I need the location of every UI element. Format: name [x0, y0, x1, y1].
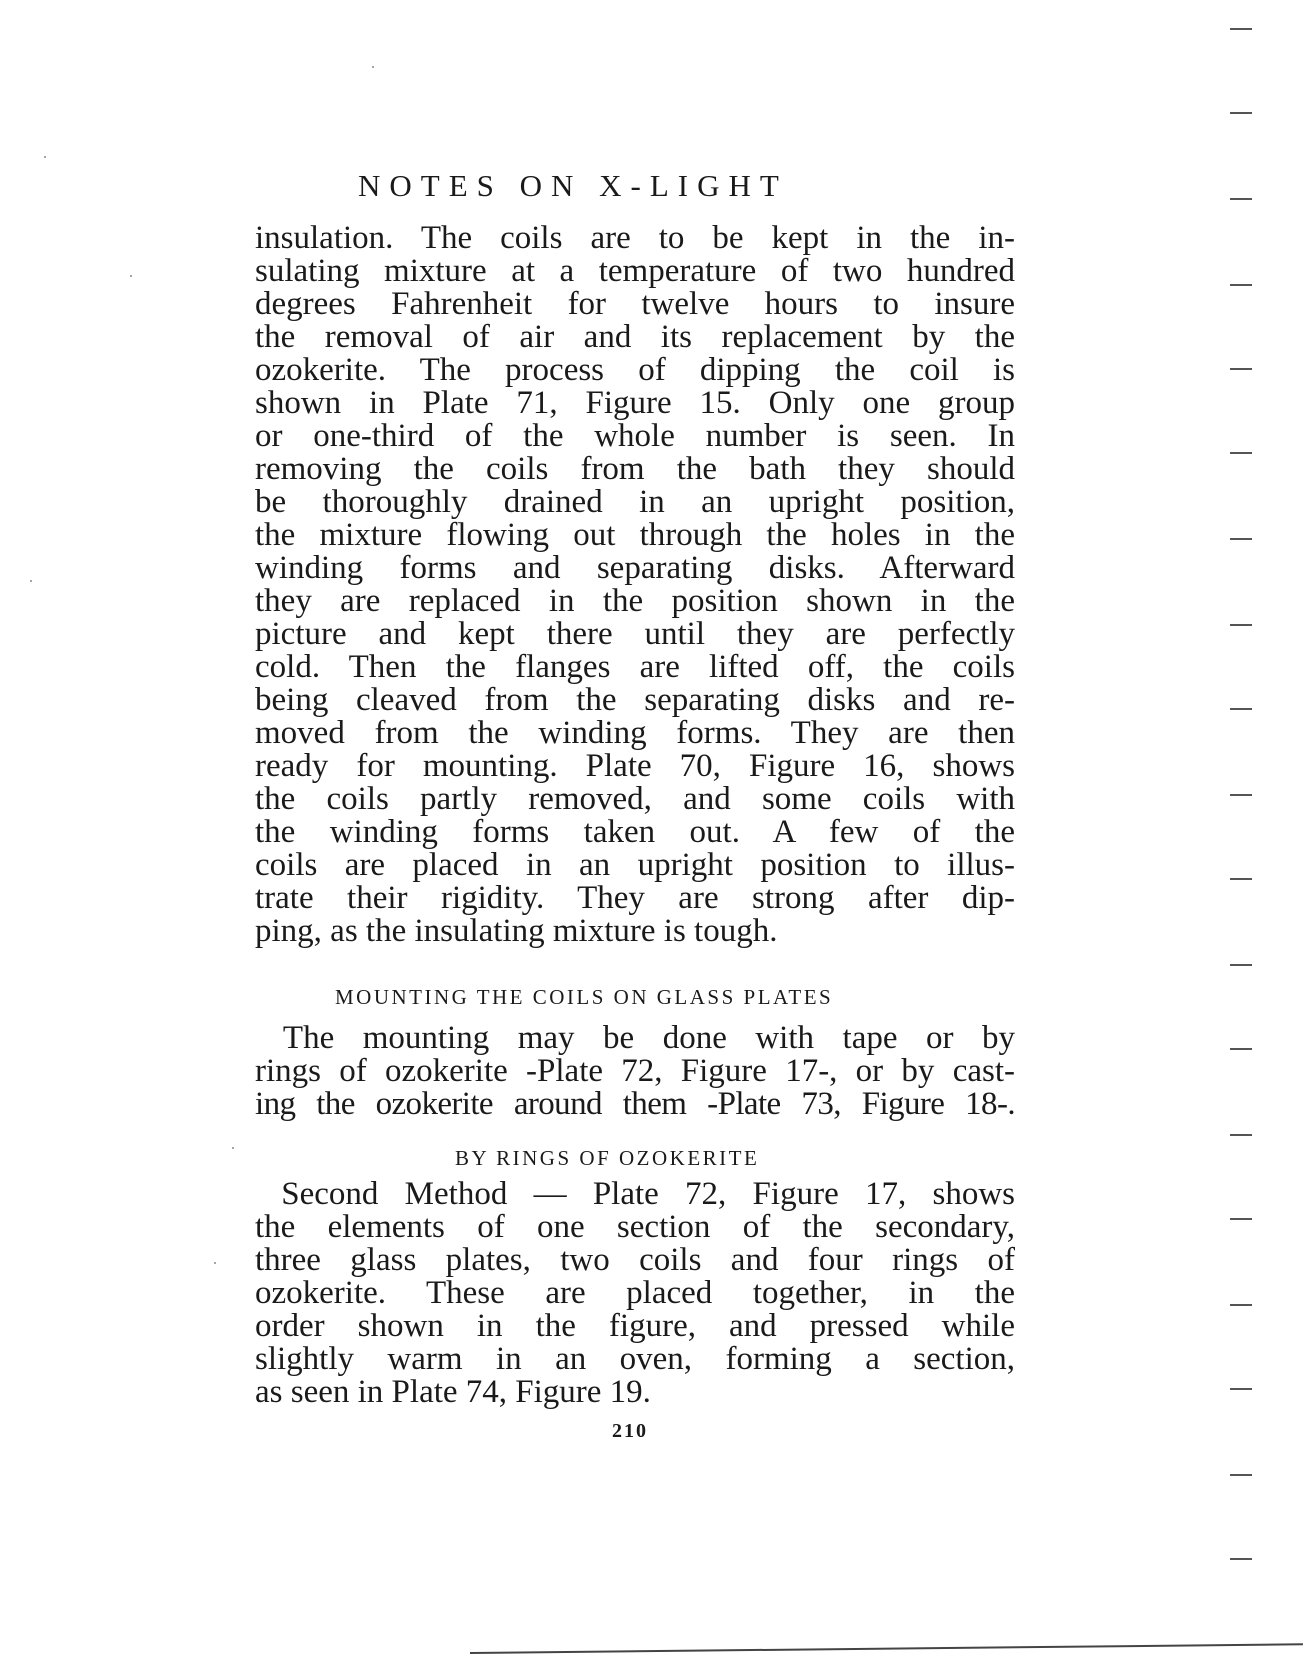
section-heading: BY RINGS OF OZOKERITE [455, 1146, 760, 1170]
text-line: moved from the winding forms. They are then [255, 715, 1015, 751]
text-line: slightly warm in an oven, forming a section, [255, 1341, 1015, 1377]
page-number: 210 [612, 1420, 648, 1442]
text-line: rings of ozokerite -Plate 72, Figure 17-, or by cast- [255, 1053, 1015, 1089]
scan-edge-mark [1230, 708, 1252, 710]
scan-edge-mark [1230, 112, 1252, 114]
scan-edge-mark [1230, 1218, 1252, 1220]
text-line: ready for mounting. Plate 70, Figure 16, shows [255, 748, 1015, 784]
text-line: ozokerite. The process of dipping the coil is [255, 352, 1015, 388]
scan-speck [30, 580, 32, 582]
text-line: ing the ozokerite around them -Plate 73, Figure 18-. [255, 1086, 1015, 1122]
text-line: shown in Plate 71, Figure 15. Only one group [255, 385, 1015, 421]
text-line: ping, as the insulating mixture is tough. [255, 913, 778, 949]
text-line: or one-third of the whole number is seen. In [255, 418, 1015, 454]
scan-edge-mark [1230, 1048, 1252, 1050]
scan-edge-mark [1230, 1474, 1252, 1476]
text-line: be thoroughly drained in an upright position, [255, 484, 1015, 520]
scan-edge-mark [1230, 1388, 1252, 1390]
scan-edge-mark [1230, 794, 1252, 796]
paragraph-1 [255, 222, 1015, 948]
running-head: NOTES ON X-LIGHT [358, 168, 788, 203]
text-line: the elements of one section of the secondary, [255, 1209, 1015, 1245]
scan-edge-mark [1230, 452, 1252, 454]
text-line: as seen in Plate 74, Figure 19. [255, 1374, 651, 1410]
paragraph-3 [255, 1178, 1015, 1409]
scan-edge-mark [1230, 284, 1252, 286]
text-line: removing the coils from the bath they should [255, 451, 1015, 487]
text-line: coils are placed in an upright position to illus- [255, 847, 1015, 883]
text-line: picture and kept there until they are perfectly [255, 616, 1015, 652]
text-line: the removal of air and its replacement by the [255, 319, 1015, 355]
text-line: being cleaved from the separating disks and re- [255, 682, 1015, 718]
text-line: winding forms and separating disks. Afterward [255, 550, 1015, 586]
text-line: the mixture flowing out through the holes in the [255, 517, 1015, 553]
scan-edge-mark [1230, 368, 1252, 370]
scan-edge-mark [1230, 964, 1252, 966]
scan-speck [130, 275, 132, 277]
section-heading: MOUNTING THE COILS ON GLASS PLATES [335, 985, 834, 1009]
text-line: the coils partly removed, and some coils with [255, 781, 1015, 817]
scan-edge-mark [1230, 538, 1252, 540]
text-line: degrees Fahrenheit for twelve hours to insure [255, 286, 1015, 322]
scan-edge-mark [1230, 878, 1252, 880]
scan-edge-mark [1230, 624, 1252, 626]
paragraph-2 [255, 1022, 1015, 1121]
scan-speck [232, 1147, 234, 1149]
text-line: the winding forms taken out. A few of the [255, 814, 1015, 850]
text-line: The mounting may be done with tape or by [255, 1020, 1015, 1056]
scan-edge-mark [1230, 1558, 1252, 1560]
text-line: cold. Then the flanges are lifted off, the coils [255, 649, 1015, 685]
text-line: they are replaced in the position shown in the [255, 583, 1015, 619]
scan-speck [372, 66, 374, 68]
text-line: order shown in the figure, and pressed while [255, 1308, 1015, 1344]
scan-speck [44, 156, 46, 158]
text-line: insulation. The coils are to be kept in the in- [255, 220, 1015, 256]
text-line: sulating mixture at a temperature of two hundred [255, 253, 1015, 289]
text-line: three glass plates, two coils and four rings of [255, 1242, 1015, 1278]
scan-edge-mark [1230, 1134, 1252, 1136]
scan-edge-mark [1230, 1304, 1252, 1306]
scan-edge-mark [1230, 198, 1252, 200]
scan-speck [214, 1262, 216, 1264]
scan-bottom-edge [470, 1643, 1303, 1654]
scan-edge-mark [1230, 28, 1252, 30]
text-line: trate their rigidity. They are strong after dip- [255, 880, 1015, 916]
text-line: ozokerite. These are placed together, in the [255, 1275, 1015, 1311]
text-line: Second Method — Plate 72, Figure 17, shows [255, 1176, 1015, 1212]
